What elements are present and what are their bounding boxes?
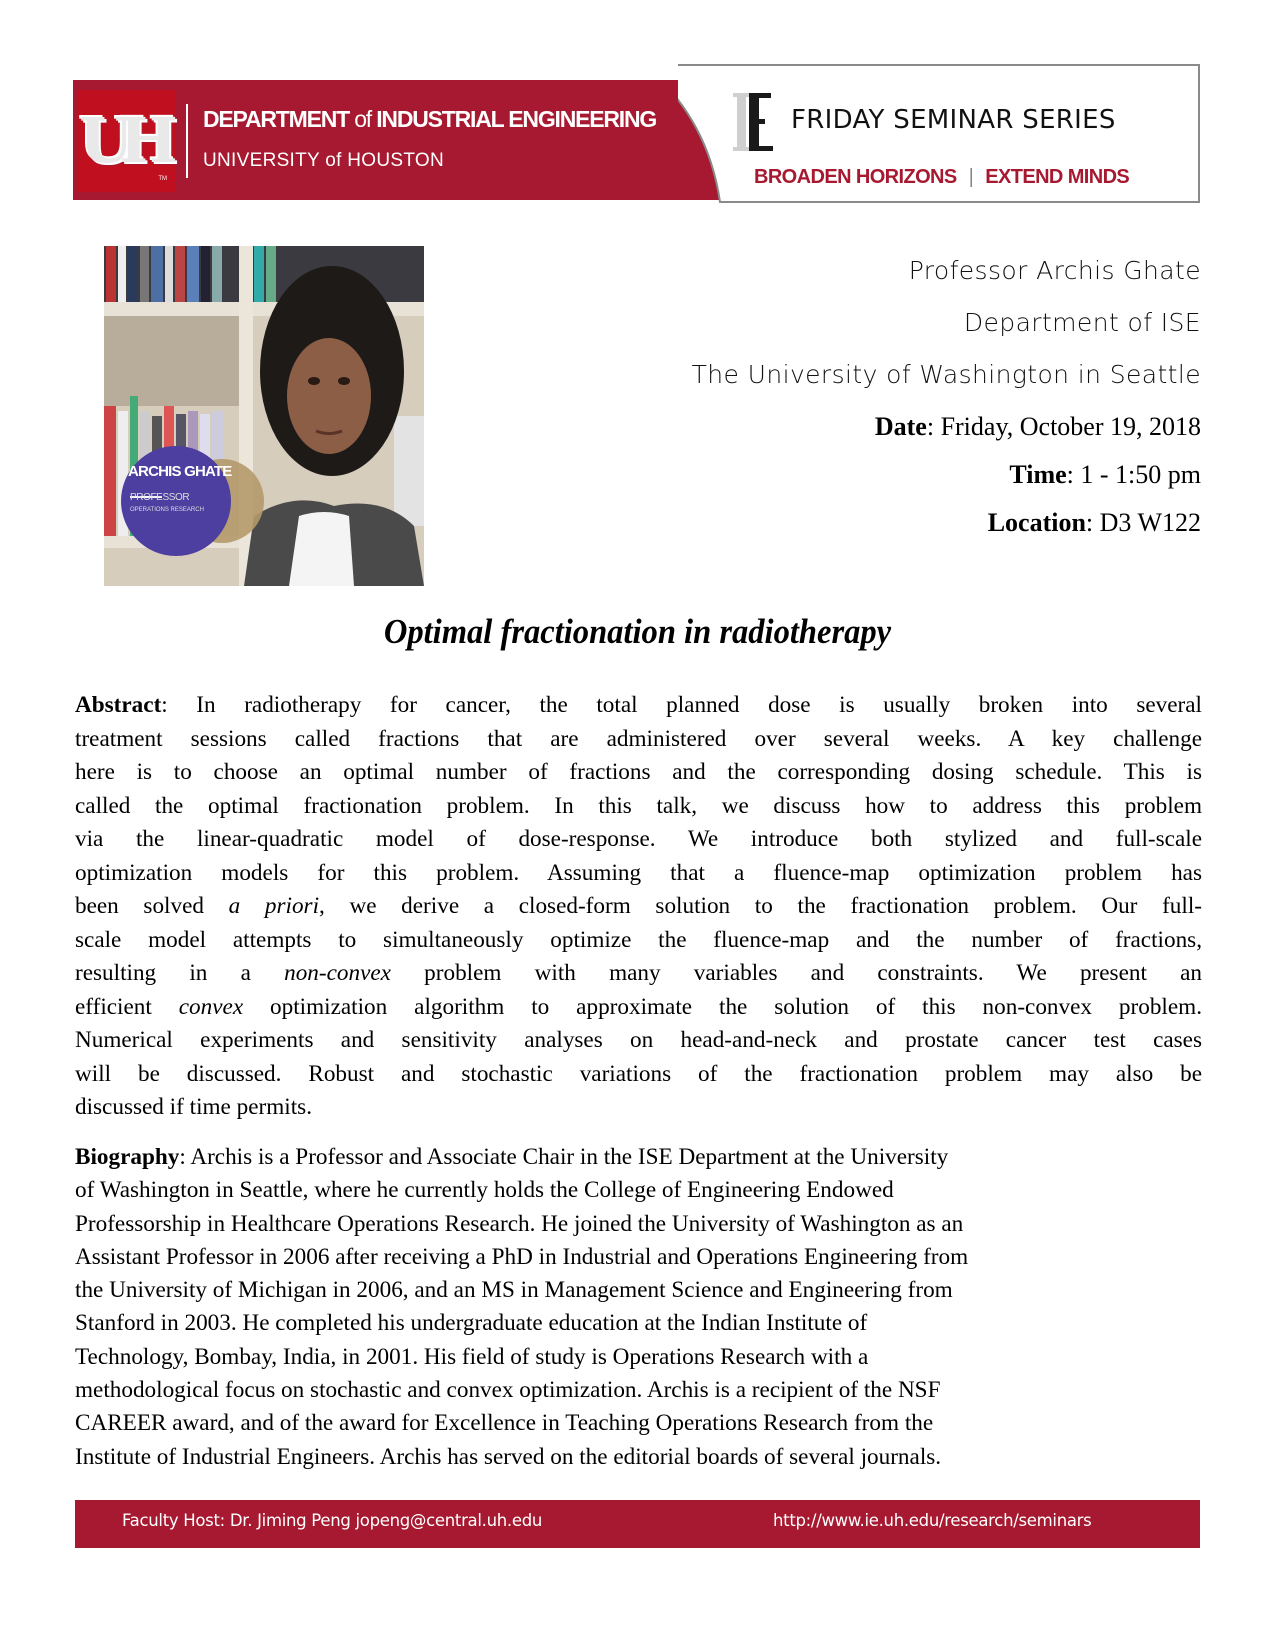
biography-line: Stanford in 2003. He completed his undergraduate education at the Indian Institute of	[75, 1310, 868, 1337]
abstract-text: problem with many variables and constraints. We present an	[390, 960, 1202, 986]
tagline-left: BROADEN HORIZONS	[754, 166, 957, 188]
speaker-university: The University of Washington in Seattle	[691, 360, 1201, 389]
abstract-line	[75, 890, 1202, 924]
speaker-name: Professor Archis Ghate	[908, 256, 1201, 285]
abstract-line	[75, 957, 1202, 991]
abstract-line: Numerical experiments and sensitivity analyses on head-and-neck and prostate cancer test cases	[75, 1027, 1202, 1053]
date-label: Date	[874, 412, 927, 441]
location-label: Location	[987, 508, 1086, 537]
trademark-mark: TM	[158, 176, 167, 182]
abstract-line: called the optimal fractionation problem. In this talk, we discuss how to address this problem	[75, 792, 1202, 819]
time-label: Time	[1009, 460, 1067, 489]
faculty-host: Faculty Host: Dr. Jiming Peng jopeng@central.uh.edu	[122, 1511, 543, 1530]
speaker-photo	[104, 246, 424, 586]
department-word: DEPARTMENT	[203, 106, 350, 132]
photo-name-overlay: ARCHIS GHATE	[128, 463, 232, 480]
seminars-link[interactable]: http://www.ie.uh.edu/research/seminars	[773, 1511, 1092, 1530]
abstract-line: here is to choose an optimal number of fractions and the corresponding dosing schedule. This is	[75, 759, 1202, 785]
abstract-line: discussed if time permits.	[75, 1094, 312, 1120]
tagline-right: EXTEND MINDS	[985, 166, 1130, 188]
abstract-label: Abstract	[75, 692, 162, 718]
speaker-photo-illustration	[104, 246, 424, 586]
event-location	[988, 508, 1201, 538]
biography-line: Technology, Bombay, India, in 2001. His field of study is Operations Research with a	[75, 1343, 869, 1370]
biography-line: methodological focus on stochastic and convex optimization. Archis is a recipient of the NSF	[75, 1377, 941, 1404]
abstract-text: , we derive a closed-form solution to the fractionation problem. Our full-	[319, 893, 1202, 919]
photo-area-overlay: OPERATIONS RESEARCH	[130, 507, 204, 513]
department-field: INDUSTRIAL ENGINEERING	[376, 106, 657, 132]
abstract-line	[75, 689, 1202, 723]
time-value: : 1 - 1:50 pm	[1066, 460, 1201, 489]
speaker-department: Department of ISE	[963, 308, 1201, 337]
uh-logo	[78, 90, 175, 192]
event-time	[1009, 460, 1201, 490]
abstract-line: will be discussed. Robust and stochastic variations of the fractionation problem may also be	[75, 1060, 1202, 1087]
location-value: : D3 W122	[1085, 508, 1201, 537]
biography-line: the University of Michigan in 2006, and an MS in Management Science and Engineering from	[75, 1277, 953, 1304]
biography-section	[75, 1141, 1202, 1474]
header-divider	[186, 104, 188, 178]
biography-line: Professorship in Healthcare Operations Research. He joined the University of Washington as an	[75, 1210, 964, 1237]
biography-line: CAREER award, and of the award for Excellence in Teaching Operations Research from the	[75, 1410, 934, 1437]
uh-logo-letters: UH	[79, 104, 164, 177]
biography-line: of Washington in Seattle, where he currently holds the College of Engineering Endowed	[75, 1177, 894, 1204]
abstract-text: resulting in a	[75, 960, 285, 986]
biography-line	[75, 1141, 1202, 1174]
abstract-line	[75, 991, 1202, 1025]
abstract-emphasis: a priori	[228, 893, 320, 919]
university-name: UNIVERSITY of HOUSTON	[203, 150, 445, 171]
talk-title: Optimal fractionation in radiotherapy	[383, 612, 892, 651]
abstract-text: been solved	[75, 893, 229, 919]
event-date	[875, 412, 1201, 442]
series-title: FRIDAY SEMINAR SERIES	[791, 105, 1116, 135]
date-value: : Friday, October 19, 2018	[926, 412, 1201, 441]
ie-logo-mark	[733, 93, 775, 151]
biography-line: Institute of Industrial Engineers. Archis has served on the editorial boards of several journals.	[75, 1443, 942, 1470]
biography-text: : Archis is a Professor and Associate Chair in the ISE Department at the University	[179, 1144, 949, 1170]
abstract-emphasis: convex	[178, 993, 244, 1020]
department-name	[203, 106, 656, 133]
department-of: of	[354, 106, 372, 132]
abstract-emphasis: non-convex	[284, 960, 391, 986]
abstract-line: scale model attempts to simultaneously optimize the fluence-map and the number of fractions,	[75, 926, 1202, 953]
abstract-text: efficient	[75, 993, 179, 1020]
abstract-text: : In radiotherapy for cancer, the total planned dose is usually broken into several	[161, 692, 1202, 718]
photo-role-overlay: PROFESSOR	[130, 492, 190, 503]
abstract-line: optimization models for this problem. Assuming that a fluence-map optimization problem has	[75, 859, 1202, 886]
biography-label: Biography	[75, 1144, 180, 1170]
abstract-line: via the linear-quadratic model of dose-response. We introduce both stylized and full-scale	[75, 826, 1202, 852]
abstract-line: treatment sessions called fractions that are administered over several weeks. A key challenge	[75, 725, 1202, 752]
biography-line: Assistant Professor in 2006 after receiving a PhD in Industrial and Operations Engineering from	[75, 1243, 969, 1270]
abstract-section	[75, 689, 1202, 1125]
series-tagline	[754, 166, 1129, 189]
tagline-separator: |	[968, 166, 974, 188]
abstract-text: optimization algorithm to approximate the solution of this non-convex problem.	[243, 993, 1202, 1020]
